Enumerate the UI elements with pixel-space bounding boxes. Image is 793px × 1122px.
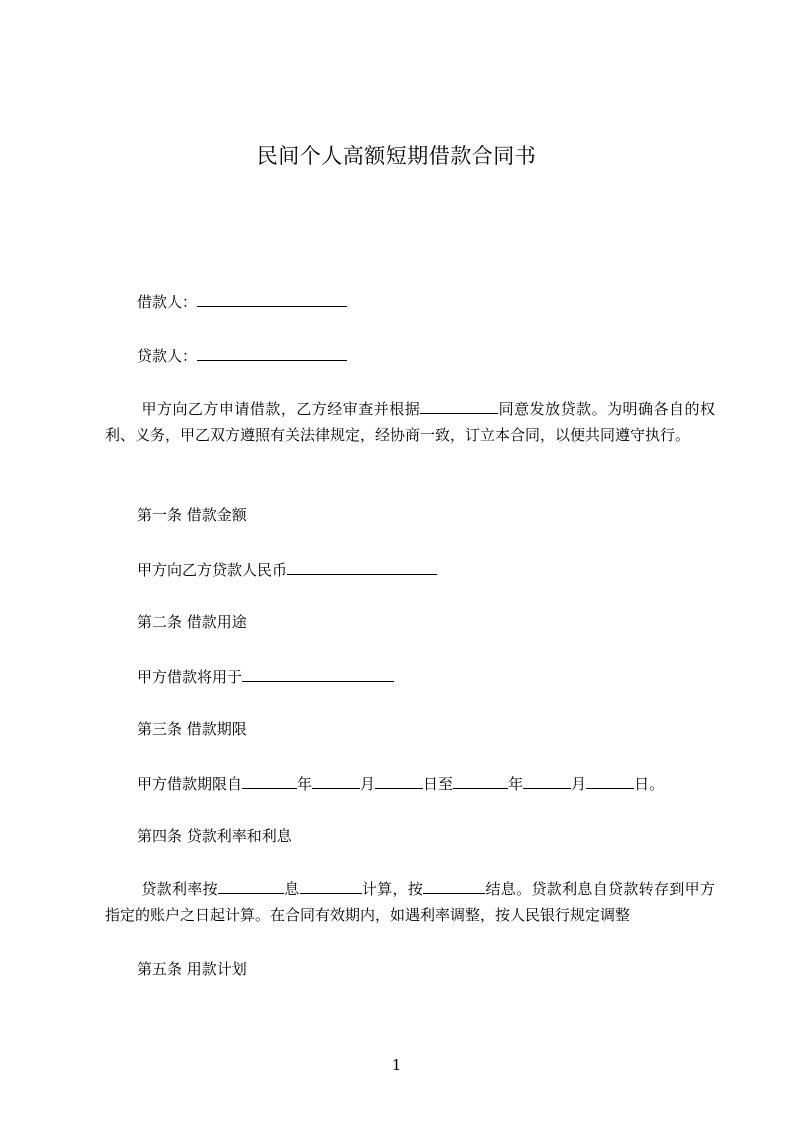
article2-heading: 第二条 借款用途 bbox=[137, 613, 247, 631]
article4-part4: 结息。贷款利息自贷款转存到甲方指定的账户之日起计算。在合同有效期内，如遇利率调整，按人民银行规定调整 bbox=[105, 880, 715, 924]
intro-basis-blank bbox=[420, 398, 498, 414]
article2-text: 甲方借款将用于 bbox=[137, 668, 243, 686]
article4-part1: 贷款利率按 bbox=[141, 880, 218, 898]
article3-body bbox=[137, 773, 664, 794]
start-day-blank bbox=[375, 773, 423, 789]
lender-blank bbox=[197, 345, 347, 361]
start-year-blank bbox=[242, 773, 297, 789]
page-number: 1 bbox=[391, 1056, 402, 1074]
borrower-line bbox=[137, 291, 347, 312]
amount-blank bbox=[287, 559, 437, 575]
settlement-period-blank bbox=[423, 878, 485, 894]
lender-line bbox=[137, 345, 347, 366]
document-title: 民间个人高额短期借款合同书 bbox=[256, 144, 537, 168]
article4-heading: 第四条 贷款利率和利息 bbox=[137, 827, 292, 845]
borrower-label: 借款人： bbox=[137, 293, 198, 311]
article1-body bbox=[137, 559, 437, 580]
rate-basis-blank bbox=[218, 878, 284, 894]
end-day-label: 日。 bbox=[634, 775, 665, 793]
end-year-label: 年 bbox=[508, 775, 524, 793]
borrower-blank bbox=[197, 291, 347, 307]
article3-heading: 第三条 借款期限 bbox=[137, 720, 247, 738]
lender-label: 贷款人： bbox=[137, 347, 198, 365]
article1-heading: 第一条 借款金额 bbox=[137, 506, 247, 524]
article4-paragraph bbox=[105, 876, 715, 928]
intro-text-part2: 同意发放贷款。为明确各自的权利、义务，甲乙双方遵照有关法律规定，经协商一致，订立本合同，以便共同遵守执行。 bbox=[105, 400, 715, 444]
start-year-label: 年 bbox=[297, 775, 313, 793]
start-day-label: 日至 bbox=[423, 775, 454, 793]
article4-part2: 息 bbox=[283, 880, 300, 898]
end-month-blank bbox=[523, 773, 571, 789]
start-month-label: 月 bbox=[360, 775, 376, 793]
end-year-blank bbox=[453, 773, 508, 789]
purpose-blank bbox=[242, 666, 394, 682]
article4-part3: 计算，按 bbox=[361, 880, 424, 898]
end-month-label: 月 bbox=[571, 775, 587, 793]
intro-text-part1: 甲方向乙方申请借款，乙方经审查并根据 bbox=[141, 400, 421, 418]
article2-body bbox=[137, 666, 394, 687]
article5-heading: 第五条 用款计划 bbox=[137, 960, 247, 978]
article3-prefix: 甲方借款期限自 bbox=[137, 775, 243, 793]
intro-paragraph bbox=[105, 396, 715, 448]
end-day-blank bbox=[586, 773, 634, 789]
rate-value-blank bbox=[300, 878, 362, 894]
start-month-blank bbox=[312, 773, 360, 789]
article1-text: 甲方向乙方贷款人民币 bbox=[137, 561, 288, 579]
